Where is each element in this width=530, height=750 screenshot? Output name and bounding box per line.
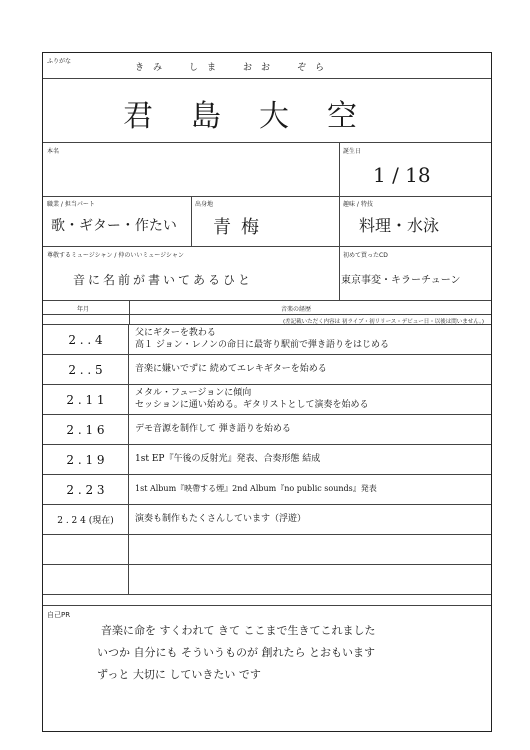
self-pr-label: 自己PR xyxy=(47,611,71,619)
history-year: 2 . 1 1 xyxy=(43,385,129,414)
hobby-label: 趣味 / 特技 xyxy=(343,201,373,208)
name-value: 君島大空 xyxy=(123,99,395,134)
history-text: 父にギターを教わる 高１ ジョン・レノンの命日に最寄り駅前で弾き語りをはじめる xyxy=(135,328,389,350)
birthplace-label: 出身地 xyxy=(195,201,214,208)
history-row xyxy=(43,445,491,475)
history-text: 演奏も制作もたくさんしています（浮遊） xyxy=(135,514,307,524)
self-pr-line: 音楽に命を すくわれて きて ここまで生きてこれました xyxy=(101,624,376,637)
history-year: 2 . 2 3 xyxy=(43,475,129,504)
history-note: (差記載いただく内容は 初ライブ・初リリース・デビュー日・以後は問いません。) xyxy=(283,319,485,325)
self-pr-line: いつか 自分にも そういうものが 創れたら とおもいます xyxy=(97,646,375,659)
history-year xyxy=(43,535,129,564)
history-year: 2 . 2 4 (現在) xyxy=(43,505,129,534)
history-text: メタル・フュージョンに傾向 セッションに通い始める。ギタリストとして演奏を始める xyxy=(135,388,369,410)
job-row xyxy=(43,197,491,247)
furigana-value: きみ しま おお ぞら xyxy=(135,63,334,73)
history-header xyxy=(43,301,491,315)
birthday-label: 誕生日 xyxy=(343,148,362,155)
history-row xyxy=(43,355,491,385)
furigana-row xyxy=(43,53,491,79)
furigana-label: ふりがな xyxy=(47,58,72,65)
first-cd-label: 初めて買ったCD xyxy=(343,252,388,259)
history-year: 2 . 1 9 xyxy=(43,445,129,474)
history-row xyxy=(43,475,491,505)
birthday-value: 1 / 18 xyxy=(373,163,431,187)
history-row xyxy=(43,565,491,595)
history-text xyxy=(135,567,487,592)
history-text: 音楽に嫌いでずに 続めてエレキギターを始める xyxy=(135,364,327,374)
self-pr-line: ずっと 大切に していきたい です xyxy=(97,668,261,681)
respected-label: 尊敬するミュージシャン / 仲のいいミュージシャン xyxy=(47,252,184,259)
history-row xyxy=(43,385,491,415)
respected-row xyxy=(43,247,491,301)
history-text: デモ音源を制作して 弾き語りを始める xyxy=(135,424,291,434)
history-row xyxy=(43,535,491,565)
history-row xyxy=(43,325,491,355)
history-year: 2 . . 4 xyxy=(43,325,129,354)
history-year: 2 . 1 6 xyxy=(43,415,129,444)
job-value: 歌・ギター・作たい xyxy=(51,218,177,234)
history-header-label: 音楽の経歴 xyxy=(281,306,312,313)
name-row xyxy=(43,79,491,143)
year-header: 年月 xyxy=(77,306,90,313)
history-text xyxy=(135,537,487,562)
history-row xyxy=(43,505,491,535)
job-label: 職業 / 担当パート xyxy=(47,201,95,208)
history-row xyxy=(43,415,491,445)
birthplace-value: 青梅 xyxy=(213,217,269,238)
honmyo-label: 本名 xyxy=(47,148,60,155)
history-year: 2 . . 5 xyxy=(43,355,129,384)
respected-value: 音に名前が書いてあるひと xyxy=(73,273,254,287)
profile-sheet xyxy=(42,52,492,732)
history-year xyxy=(43,565,129,594)
history-rows xyxy=(43,325,491,595)
history-text: 1st EP『午後の反射光』発表、合奏形態 結成 xyxy=(135,454,321,464)
hobby-value: 料理・水泳 xyxy=(359,216,440,235)
history-text: 1st Album『映帶する煙』2nd Album『no public sounds』発表 xyxy=(135,484,377,493)
self-pr-block xyxy=(43,605,491,734)
history-note-row xyxy=(43,315,491,325)
first-cd-value: 東京事変・キラーチューン xyxy=(341,275,461,286)
honmyo-row xyxy=(43,143,491,197)
